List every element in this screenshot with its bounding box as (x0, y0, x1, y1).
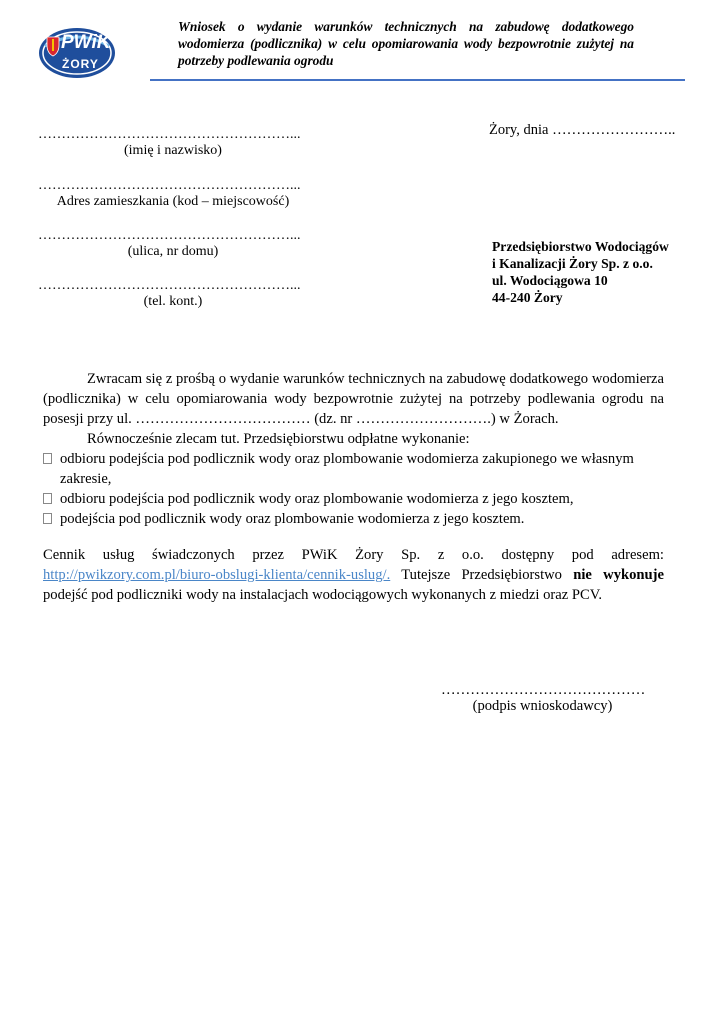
option-item (43, 489, 664, 509)
signature-block (441, 682, 644, 714)
option-item (43, 449, 664, 489)
pricing-emphasis: nie wykonuje (573, 567, 664, 583)
date-line: Żory, dnia …………………….. (489, 122, 676, 138)
checkbox-icon[interactable] (43, 513, 52, 524)
option-text-cont: zakresie, (60, 471, 112, 487)
pricing-link[interactable]: http://pwikzory.com.pl/biuro-obslugi-klienta/cennik-uslug/. (43, 567, 391, 583)
checkbox-icon[interactable] (43, 493, 52, 504)
name-field (38, 127, 308, 159)
signature-dots: …………………………………… (441, 682, 646, 698)
addressee-block (492, 238, 669, 306)
street-field (38, 228, 308, 260)
option-text: odbioru podejścia pod podlicznik wody oraz plombowanie wodomierza z jego kosztem, (60, 491, 574, 507)
addressee-line-3: ul. Wodociągowa 10 (492, 273, 608, 288)
street-dots: ………………………………………………... (38, 228, 301, 243)
logo-text: PWiK (61, 32, 111, 53)
option-text: podejścia pod podlicznik wody oraz plombowanie wodomierza z jego kosztem. (60, 511, 525, 527)
street-caption: (ulica, nr domu) (127, 244, 219, 259)
header-divider (150, 79, 685, 81)
phone-dots: ………………………………………………... (38, 278, 301, 293)
pricing-text-2: Tutejsze Przedsiębiorstwo (390, 567, 574, 583)
name-caption: (imię i nazwisko) (124, 143, 222, 158)
addressee-line-1: Przedsiębiorstwo Wodociągów (492, 239, 669, 254)
pricing-text: Cennik usług świadczonych przez PWiK Żory Sp. z o.o. dostępny pod adresem: (43, 547, 664, 563)
option-item (43, 509, 664, 529)
order-paragraph: Równocześnie zlecam tut. Przedsiębiorstwu odpłatne wykonanie: (87, 431, 470, 447)
signature-caption: (podpis wnioskodawcy) (472, 698, 613, 714)
address-field (38, 178, 308, 210)
option-text: odbioru podejścia pod podlicznik wody oraz plombowanie wodomierza zakupionego we własnym (60, 451, 634, 467)
name-dots: ………………………………………………... (38, 127, 301, 142)
pwik-logo (37, 26, 117, 80)
address-dots: ………………………………………………... (38, 178, 301, 193)
checkbox-icon[interactable] (43, 453, 52, 464)
pricing-text-3: podejść pod podliczniki wody na instalacjach wodociągowych wykonanych z miedzi oraz PCV. (43, 587, 603, 603)
logo-city: ŻORY (62, 57, 99, 71)
request-body (43, 369, 664, 529)
address-caption: Adres zamieszkania (kod – miejscowość) (56, 194, 290, 209)
pricing-paragraph (43, 545, 664, 605)
addressee-line-4: 44-240 Żory (492, 290, 563, 305)
addressee-line-2: i Kanalizacji Żory Sp. z o.o. (492, 256, 653, 271)
request-paragraph: Zwracam się z prośbą o wydanie warunków technicznych na zabudowę dodatkowego wodomierza (podlicznika) w celu opomiarowania wody bezpowrotnie zużytej na potrzeby podlewania ogrodu na posesji przy ul. ……………………………… (dz. nr ……………………….) w Żorach. (43, 371, 664, 427)
phone-field (38, 278, 308, 310)
document-title: Wniosek o wydanie warunków technicznych na zabudowę dodatkowego wodomierza (podlicznika) w celu opomiarowania wody bezpowrotnie zużytej na potrzeby podlewania ogrodu (178, 19, 634, 68)
phone-caption: (tel. kont.) (143, 294, 203, 309)
